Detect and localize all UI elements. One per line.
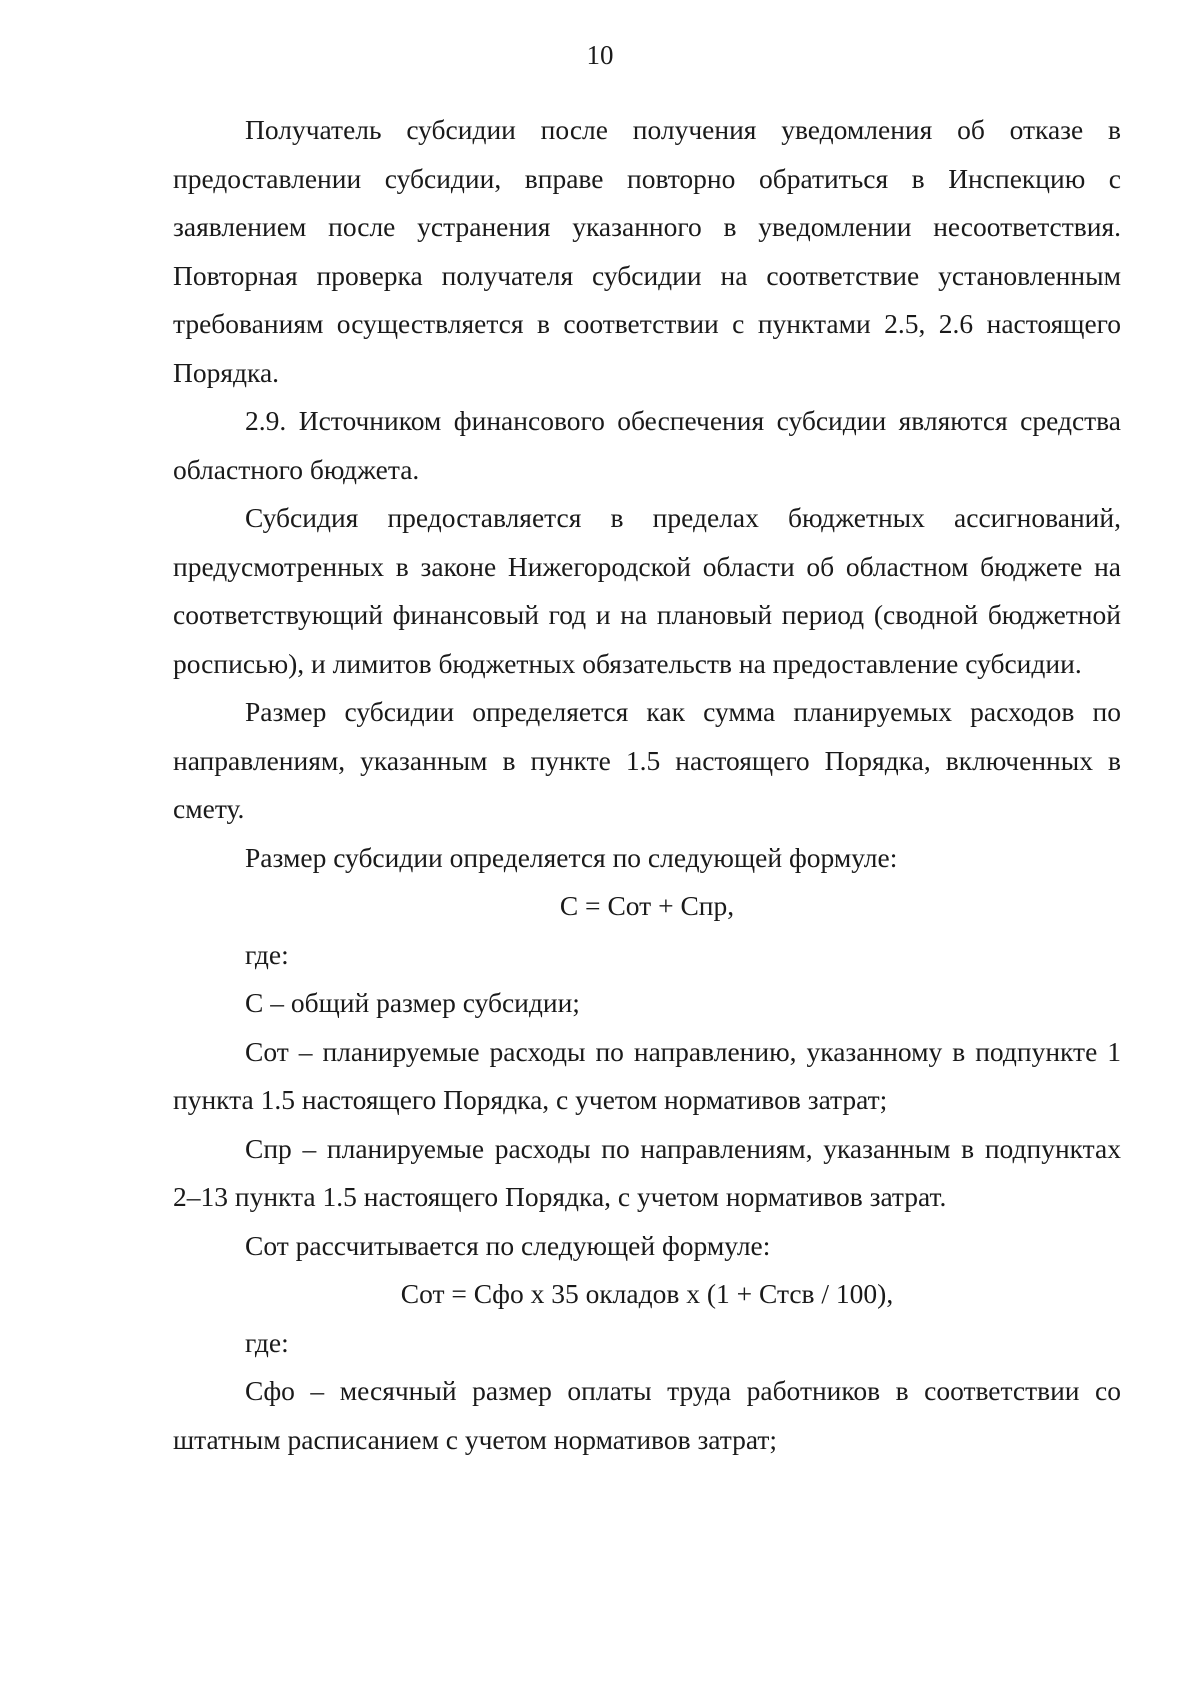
formula-sot: Сот = Сфо х 35 окладов х (1 + Стсв / 100), bbox=[400, 1278, 894, 1309]
formula-total: С = Сот + Спр, bbox=[559, 890, 735, 921]
paragraph-sot-formula-intro: Сот рассчитывается по следующей формуле: bbox=[245, 1229, 771, 1261]
paragraph-subsidy-size: Размер субсидии определяется как сумма планируемых расходов по направлениям, указанным в пункте 1.5 настоящего Порядка, включенных в смету. bbox=[173, 696, 1121, 824]
definition-sot: Сот – планируемые расходы по направлению, указанному в подпункте 1 пункта 1.5 настоящего Порядка, с учетом нормативов затрат; bbox=[173, 1035, 1121, 1115]
paragraph-funding-source: 2.9. Источником финансового обеспечения субсидии являются средства областного бюджета. bbox=[173, 405, 1121, 485]
definition-c: С – общий размер субсидии; bbox=[245, 987, 580, 1018]
page-number: 10 bbox=[586, 40, 614, 70]
document-body bbox=[173, 106, 1121, 1464]
paragraph-resubmission: Получатель субсидии после получения уведомления об отказе в предоставлении субсидии, вправе повторно обратиться в Инспекцию с заявлением после устранения указанного в уведомлении несоответствия. Повторная проверка получателя субсидии на соответствие установленным требованиям осуществляется в соответствии с пунктами 2.5, 2.6 настоящего Порядка. bbox=[173, 114, 1121, 388]
paragraph-budget-limits: Субсидия предоставляется в пределах бюджетных ассигнований, предусмотренных в законе Нижегородской области об областном бюджете на соответствующий финансовый год и на плановый период (сводной бюджетной росписью), и лимитов бюджетных обязательств на предоставление субсидии. bbox=[173, 502, 1121, 679]
definition-spr: Спр – планируемые расходы по направлениям, указанным в подпунктах 2–13 пункта 1.5 настоящего Порядка, с учетом нормативов затрат. bbox=[173, 1132, 1121, 1212]
definition-sfo: Сфо – месячный размер оплаты труда работников в соответствии со штатным расписанием с учетом нормативов затрат; bbox=[173, 1375, 1121, 1455]
paragraph-formula-intro: Размер субсидии определяется по следующей формуле: bbox=[245, 841, 898, 873]
where-label-2: где: bbox=[245, 1326, 289, 1358]
where-label: где: bbox=[245, 938, 289, 970]
